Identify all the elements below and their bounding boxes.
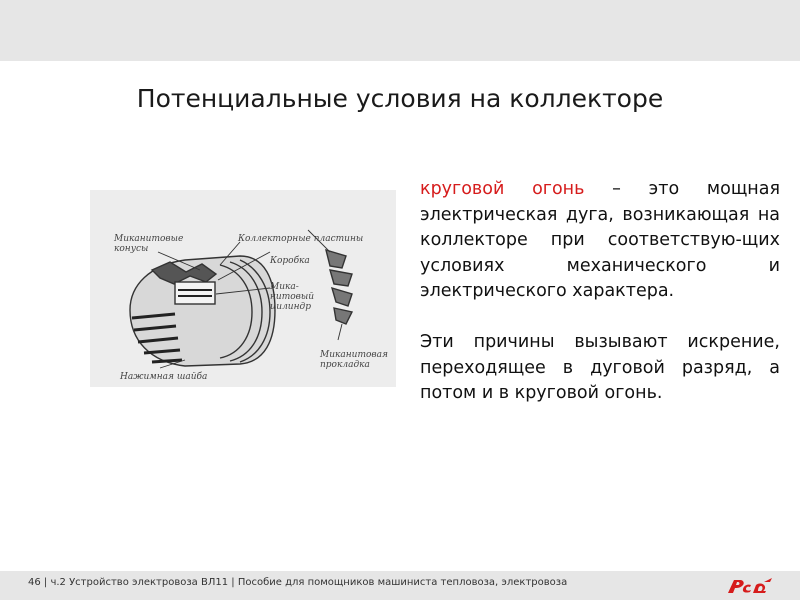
definition-text: – это мощная электрическая дуга, возникающая на коллекторе при соответствую-щих условиях механического и электрического характера.: [420, 179, 780, 302]
causes-paragraph: Эти причины вызывают искрение, переходящее в дуговой разряд, а потом и в круговой огонь.: [420, 331, 780, 404]
footer-text: | ч.2 Устройство электровоза ВЛ11 | Пособие для помощников машиниста тепловоза, электровоза: [40, 577, 568, 588]
slide-title: Потенциальные условия на коллекторе: [136, 84, 664, 113]
label-micanite-gasket: Миканитовая прокладка: [320, 350, 388, 370]
label-micanite-cylinder: Мика- нитовый цилиндр: [270, 282, 315, 312]
rzd-logo-icon: [726, 576, 774, 596]
definition-paragraph: [420, 177, 780, 305]
term-highlight: круговой огонь: [420, 179, 585, 199]
header-band: [0, 0, 800, 61]
collector-diagram: [90, 190, 396, 387]
label-box: Коробка: [270, 256, 310, 266]
label-collector-plates: Коллекторные пластины: [238, 234, 364, 244]
footer: [28, 577, 567, 588]
label-micanite-cones: Миканитовые конусы: [114, 234, 184, 254]
body-text: [420, 177, 780, 407]
page-number: 46: [28, 577, 41, 588]
label-pressure-washer: Нажимная шайба: [120, 372, 208, 382]
